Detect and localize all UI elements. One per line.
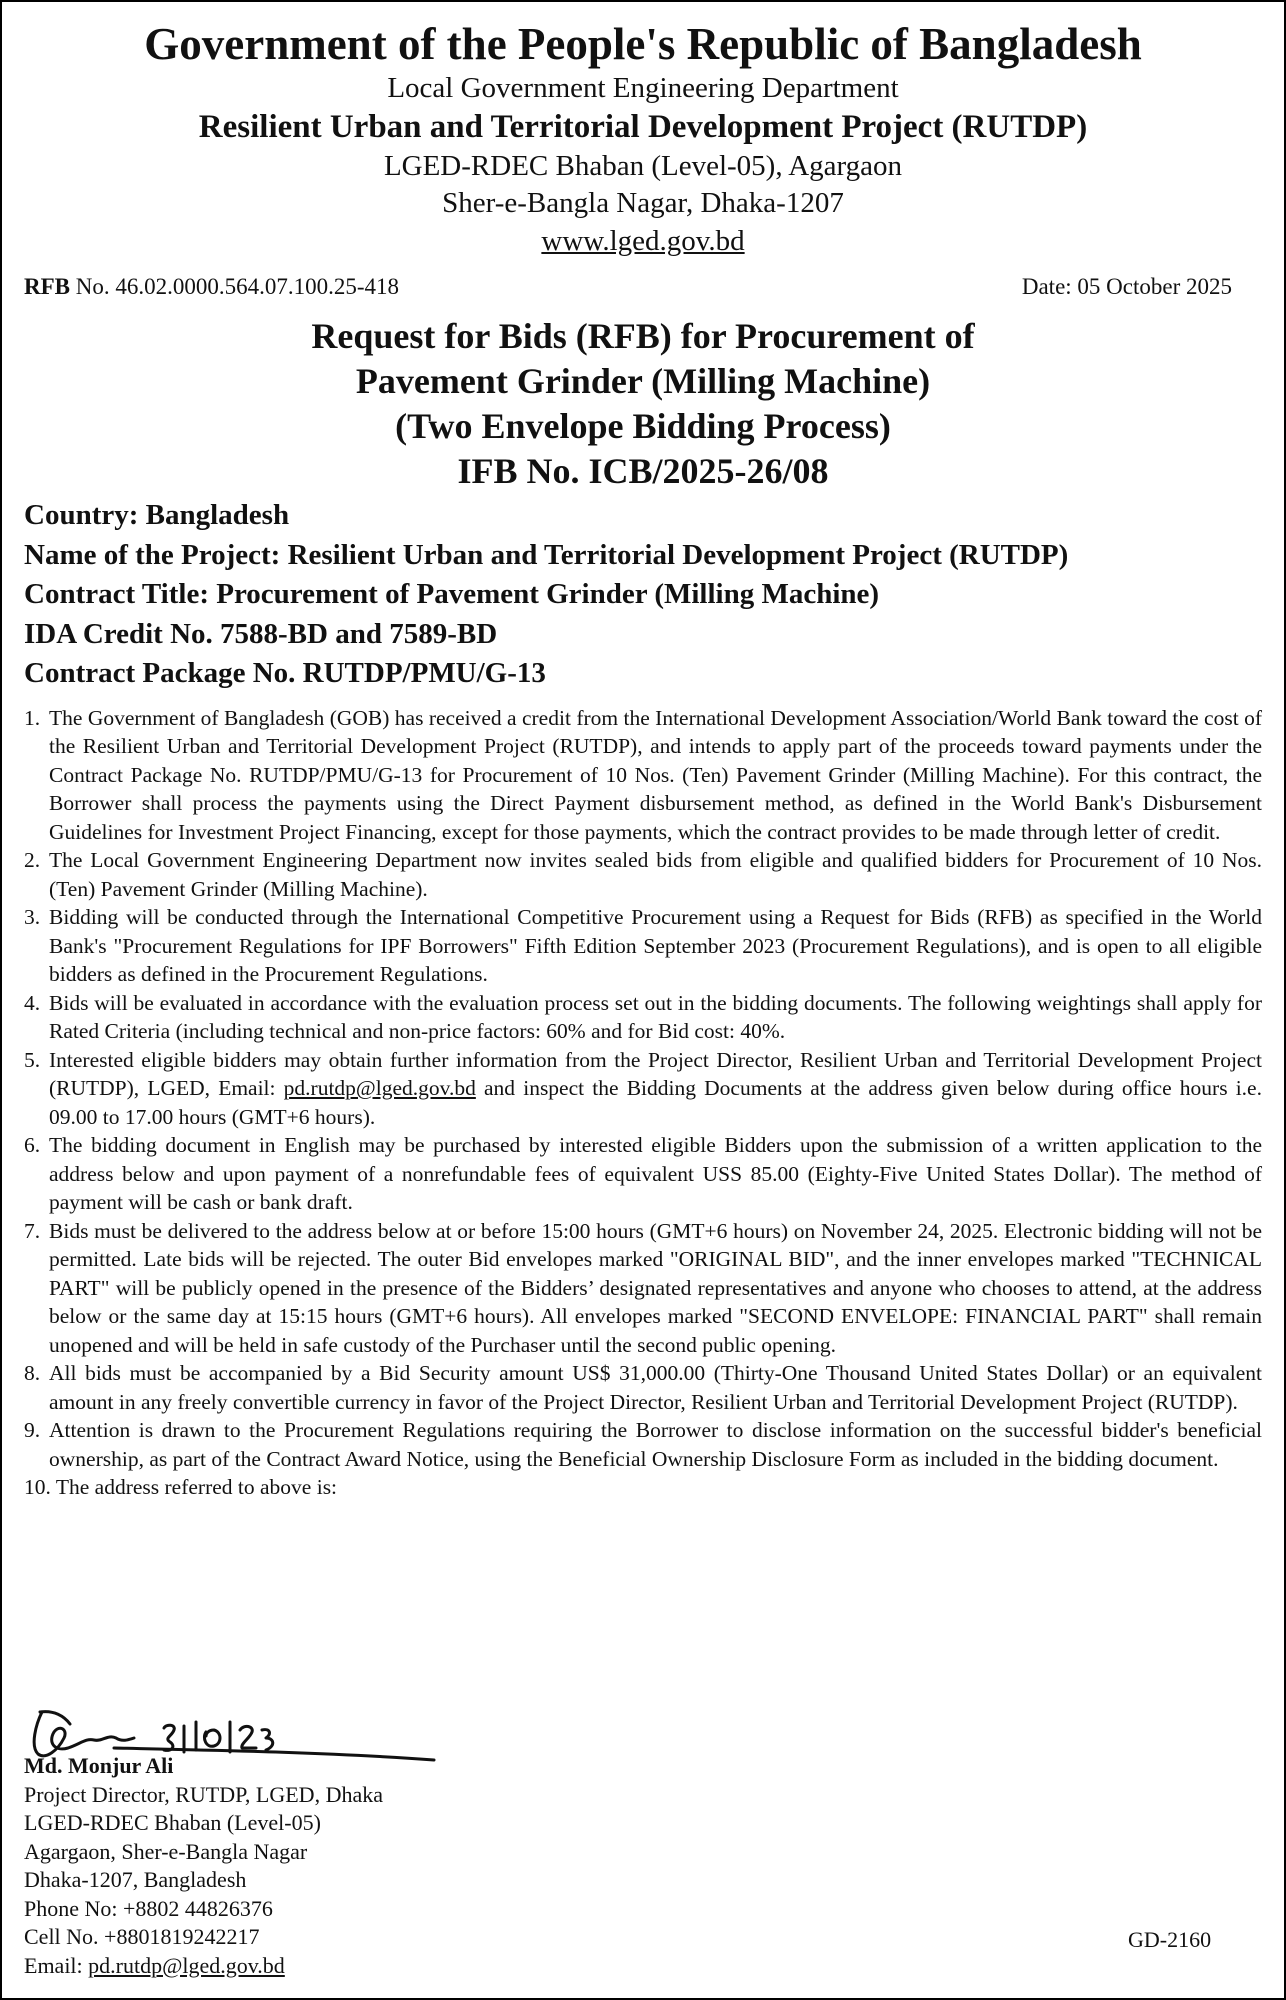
- item-text: The Government of Bangladesh (GOB) has received a credit from the International Development Association/World Bank toward the cost of the Resilient Urban and Territorial Development Project (RUTDP), and intends to apply part of the proceeds toward payments under the Contract Package No. RUTDP/PMU/G-13 for Procurement of 10 Nos. (Ten) Pavement Grinder (Milling Machine). For this contract, the Borrower shall process the payments using the Direct Payment disbursement method, as defined in the World Bank's Disbursement Guidelines for Investment Project Financing, except for those payments, which the contract provides to be made through letter of credit.: [49, 705, 1262, 844]
- gd-code: GD-2160: [1128, 1927, 1212, 1952]
- credit-number-line: IDA Credit No. 7588-BD and 7589-BD: [24, 617, 498, 650]
- item-text: Attention is drawn to the Procurement Regulations requiring the Borrower to disclose information on the successful bidder's beneficial ownership, as part of the Contract Award Notice, using the Beneficial Ownership Disclosure Form as included in the bidding document.: [49, 1418, 1262, 1471]
- list-item: [24, 903, 1262, 989]
- signer-email-line: [24, 1952, 383, 1981]
- title-line: Request for Bids (RFB) for Procurement of: [311, 316, 975, 356]
- item-text: All bids must be accompanied by a Bid Security amount US$ 31,000.00 (Thirty-One Thousand United States Dollar) or an equivalent amount in any freely convertible currency in favor of the Project Director, Resilient Urban and Territorial Development Project (RUTDP).: [49, 1361, 1262, 1414]
- item-number: 3.: [24, 905, 41, 929]
- project-heading: Resilient Urban and Territorial Development Project (RUTDP): [198, 109, 1088, 145]
- country-line: Country: Bangladesh: [24, 499, 290, 531]
- contract-meta: [24, 496, 1262, 694]
- signer-title: Project Director, RUTDP, LGED, Dhaka: [24, 1781, 383, 1807]
- item-text: [49, 1046, 1262, 1132]
- item-text: Bids will be evaluated in accordance with the evaluation process set out in the bidding documents. The following weightings shall apply for Rated Criteria (including technical and non-price factors: 60% and for Bid cost: 40%.: [49, 990, 1262, 1043]
- notice-paragraphs: [24, 704, 1262, 1502]
- list-item: [24, 1359, 1262, 1416]
- list-item: [24, 1416, 1262, 1473]
- list-item: [24, 1046, 1262, 1132]
- signer-address: LGED-RDEC Bhaban (Level-05): [24, 1810, 321, 1835]
- item-text: The bidding document in English may be purchased by interested eligible Bidders upon the submission of a written application to the address below and upon payment of a nonrefundable fees of equivalent USS 85.00 (Eighty-Five United States Dollar). The method of payment will be cash or bank draft.: [49, 1133, 1262, 1214]
- title-line: Pavement Grinder (Milling Machine): [355, 361, 931, 401]
- email-label: Email:: [24, 1952, 89, 1978]
- item-number: 2.: [24, 848, 41, 872]
- signer-address: Dhaka-1207, Bangladesh: [24, 1867, 247, 1892]
- signer-phone: Phone No: +8802 44826376: [24, 1895, 273, 1921]
- item-number: 4.: [24, 990, 41, 1015]
- package-number-line: Contract Package No. RUTDP/PMU/G-13: [24, 657, 546, 689]
- item-number: 9.: [24, 1418, 41, 1442]
- contract-title-line: Contract Title: Procurement of Pavement Grinder (Milling Machine): [24, 578, 880, 610]
- list-item: [24, 1473, 1262, 1502]
- email-link[interactable]: pd.rutdp@lged.gov.bd: [88, 1952, 285, 1978]
- website-link[interactable]: www.lged.gov.bd: [541, 225, 745, 257]
- signer-cell: Cell No. +8801819242217: [24, 1924, 260, 1949]
- item-number: 5.: [24, 1047, 41, 1072]
- reference-row: [24, 272, 1262, 302]
- item-text-part: Interested eligible bidders may obtain further information from the Project Director, Resilient Urban and Territorial Development Project (RUTDP), LGED, Email:: [49, 1047, 1262, 1100]
- rfb-reference: [24, 272, 399, 302]
- ifb-number: IFB No. ICB/2025-26/08: [457, 451, 829, 491]
- list-item: [24, 846, 1262, 903]
- signer-address: Agargaon, Sher-e-Bangla Nagar: [24, 1838, 308, 1864]
- title-line: (Two Envelope Bidding Process): [395, 406, 891, 446]
- item-number: 1.: [24, 705, 41, 730]
- item-text-part: and inspect the Bidding Documents at the address given below during office hours i.e. 09.00 to 17.00 hours (GMT+6 hours).: [49, 1076, 1262, 1129]
- list-item: [24, 989, 1262, 1046]
- notice-date: Date: 05 October 2025: [1021, 274, 1232, 299]
- list-item: [24, 704, 1262, 847]
- email-link[interactable]: pd.rutdp@lged.gov.bd: [283, 1076, 476, 1100]
- item-text: The Local Government Engineering Department now invites sealed bids from eligible and qualified bidders for Procurement of 10 Nos. (Ten) Pavement Grinder (Milling Machine).: [49, 848, 1262, 901]
- rfb-number: No. 46.02.0000.564.07.100.25-418: [70, 274, 400, 299]
- item-text: Bidding will be conducted through the International Competitive Procurement using a Request for Bids (RFB) as specified in the World Bank's "Procurement Regulations for IPF Borrowers" Fifth Edition September 2023 (Procurement Regulations), and is open to all eligible bidders as defined in the Procurement Regulations.: [49, 905, 1262, 986]
- item-number: 8.: [24, 1361, 41, 1385]
- rfb-label: RFB: [24, 274, 70, 299]
- item-number: 10.: [24, 1475, 51, 1499]
- item-number: 7.: [24, 1218, 41, 1243]
- office-address-line1: LGED-RDEC Bhaban (Level-05), Agargaon: [383, 150, 903, 182]
- item-text: Bids must be delivered to the address below at or before 15:00 hours (GMT+6 hours) on November 24, 2025. Electronic bidding will not be permitted. Late bids will be rejected. The outer Bid envelopes marked "ORIGINAL BID", and the inner envelopes marked "TECHNICAL PART" will be publicly opened in the presence of the Bidders’ designated representatives and anyone who chooses to attend, at the address below or the same day at 15:15 hours (GMT+6 hours). All envelopes marked "SECOND ENVELOPE: FINANCIAL PART" shall remain unopened and will be held in safe custody of the Purchaser until the second public opening.: [49, 1218, 1262, 1357]
- project-name-line: Name of the Project: Resilient Urban and Territorial Development Project (RUTDP): [24, 538, 1069, 571]
- office-address-line2: Sher-e-Bangla Nagar, Dhaka-1207: [442, 187, 844, 219]
- list-item: [24, 1217, 1262, 1360]
- item-text: The address referred to above is:: [50, 1475, 338, 1499]
- department-heading: Local Government Engineering Department: [387, 72, 899, 104]
- notice-title: [24, 314, 1262, 494]
- signer-name: Md. Monjur Ali: [24, 1753, 174, 1778]
- signer-block: [24, 1752, 383, 1980]
- list-item: [24, 1131, 1262, 1217]
- item-number: 6.: [24, 1133, 41, 1157]
- government-heading: Government of the People's Republic of Bangladesh: [144, 19, 1142, 69]
